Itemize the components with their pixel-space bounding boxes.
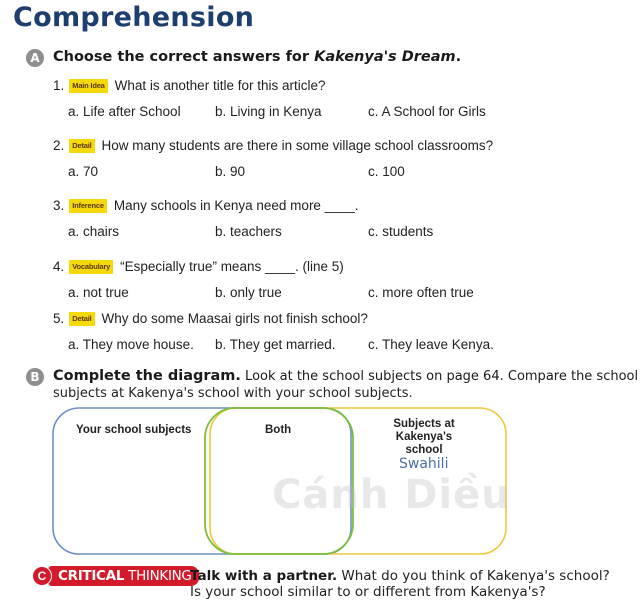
q4-option-a[interactable]: a. not true xyxy=(68,285,129,300)
q4-option-c[interactable]: c. more often true xyxy=(368,285,474,300)
section-a-heading-prefix: Choose the correct answers for xyxy=(53,49,315,65)
q1-option-b[interactable]: b. Living in Kenya xyxy=(215,104,322,119)
question-number: 1. xyxy=(53,78,65,93)
section-b-heading-rest: Look at the school subjects on page 64. Compare the school xyxy=(240,369,639,384)
q3-option-b[interactable]: b. teachers xyxy=(215,224,282,239)
q2-option-b[interactable]: b. 90 xyxy=(215,164,246,179)
q2-option-a[interactable]: a. 70 xyxy=(68,164,99,179)
section-a-heading xyxy=(53,49,461,65)
section-b-badge: B xyxy=(26,368,44,386)
skill-tag: Vocabulary xyxy=(69,260,113,274)
q1-option-a[interactable]: a. Life after School xyxy=(68,104,181,119)
section-b-heading-bold: Complete the diagram. xyxy=(53,368,241,384)
q2-option-c[interactable]: c. 100 xyxy=(368,164,405,179)
thinking-label: THINKING xyxy=(124,568,192,584)
question-text: “Especially true” means ____. (line 5) xyxy=(120,259,344,274)
question-number: 5. xyxy=(53,311,65,326)
q5-option-b[interactable]: b. They get married. xyxy=(215,337,336,352)
q1-option-c[interactable]: c. A School for Girls xyxy=(368,104,486,119)
question-text: What is another title for this article? xyxy=(114,78,326,93)
question-number: 4. xyxy=(53,259,65,274)
section-c-line2: Is your school similar to or different from Kakenya's? xyxy=(190,584,546,600)
venn-right-label xyxy=(378,418,470,457)
skill-tag: Inference xyxy=(69,199,107,213)
page-title: Comprehension xyxy=(13,2,255,33)
q5-option-c[interactable]: c. They leave Kenya. xyxy=(368,337,494,352)
question-2 xyxy=(53,138,493,153)
section-a-heading-title: Kakenya's Dream xyxy=(314,49,456,65)
q5-option-a[interactable]: a. They move house. xyxy=(68,337,194,352)
q3-option-a[interactable]: a. chairs xyxy=(68,224,120,239)
skill-tag: Detail xyxy=(69,139,94,153)
section-a-heading-suffix: . xyxy=(455,49,462,65)
question-text: How many students are there in some village school classrooms? xyxy=(101,138,494,153)
section-c-badge: C xyxy=(32,566,52,586)
q3-option-c[interactable]: c. students xyxy=(368,224,434,239)
venn-middle-label: Both xyxy=(265,424,292,436)
venn-written-answer[interactable]: Swahili xyxy=(399,456,449,472)
critical-thinking-badge xyxy=(32,566,199,586)
skill-tag: Main Idea xyxy=(69,79,107,93)
q4-option-b[interactable]: b. only true xyxy=(215,285,282,300)
question-5 xyxy=(53,311,368,326)
question-text: Why do some Maasai girls not finish school? xyxy=(101,311,368,326)
question-3 xyxy=(53,198,358,213)
venn-left-label: Your school subjects xyxy=(76,424,192,436)
critical-label: CRITICAL xyxy=(58,568,125,584)
section-b-heading xyxy=(53,368,638,384)
question-1 xyxy=(53,78,325,93)
skill-tag: Detail xyxy=(69,312,94,326)
venn-right-label-line1: Subjects at xyxy=(393,418,455,430)
question-number: 3. xyxy=(53,198,65,213)
watermark-logo: Cánh Diều xyxy=(272,472,511,518)
question-number: 2. xyxy=(53,138,65,153)
question-text: Many schools in Kenya need more ____. xyxy=(113,198,359,213)
venn-right-label-line2: Kakenya's school xyxy=(395,431,453,456)
question-4 xyxy=(53,259,344,274)
section-c-text xyxy=(190,568,610,600)
section-c-bold: Talk with a partner. xyxy=(190,568,338,584)
section-a-badge: A xyxy=(26,49,44,67)
section-b-instructions-line2: subjects at Kakenya's school with your school subjects. xyxy=(53,386,413,401)
section-c-rest: What do you think of Kakenya's school? xyxy=(337,568,610,584)
critical-thinking-label xyxy=(48,566,199,586)
